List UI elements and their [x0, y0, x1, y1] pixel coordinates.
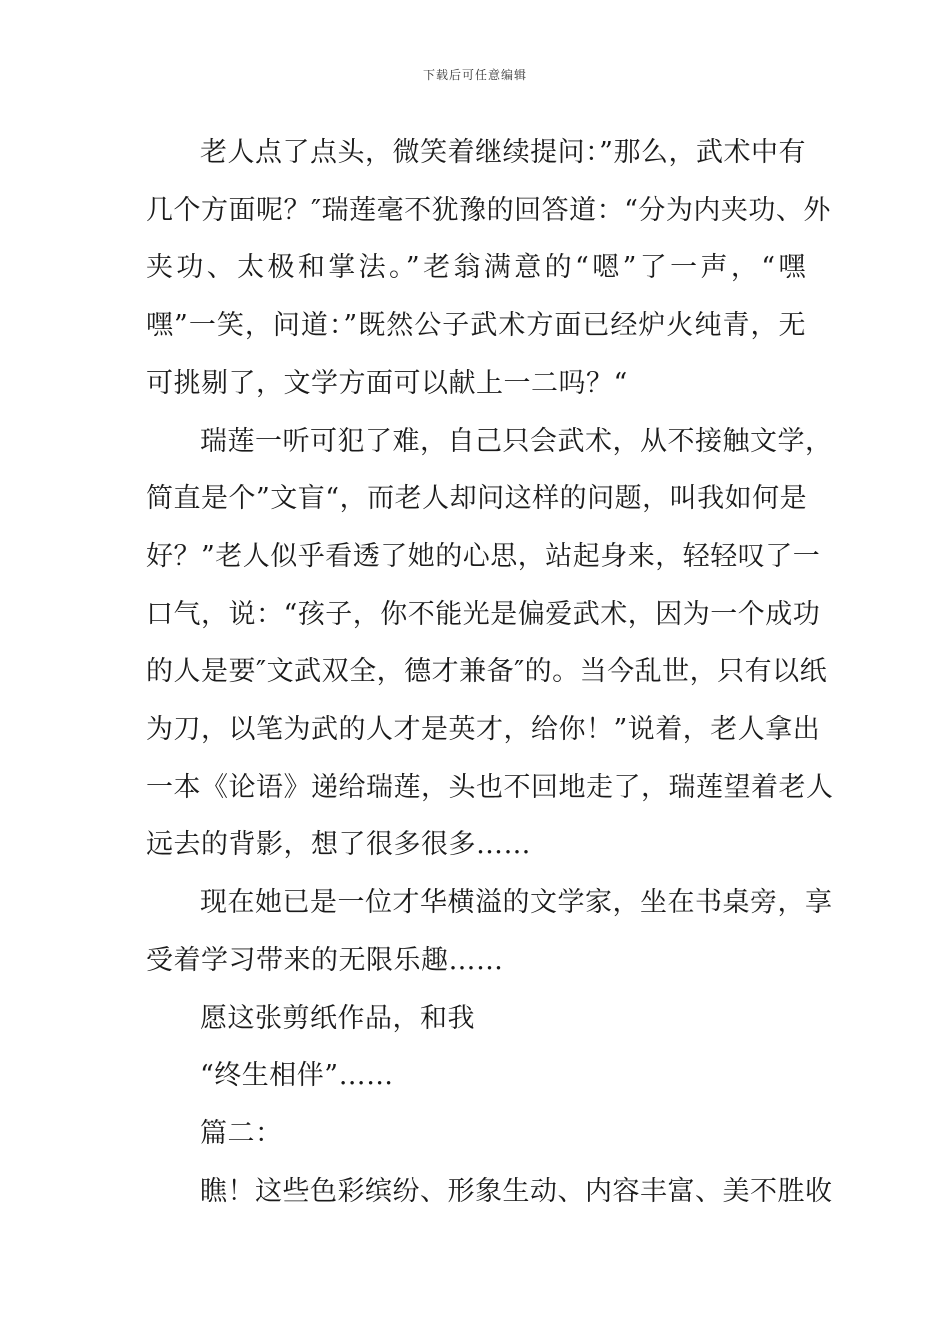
text-line: 口气，说：“孩子，你不能光是偏爱武术，因为一个成功	[146, 599, 821, 630]
text-line: 好？”老人似乎看透了她的心思，站起身来，轻轻叹了一	[146, 541, 821, 572]
text-line: 一本《论语》递给瑞莲，头也不回地走了，瑞莲望着老人	[146, 772, 834, 803]
text-line: 夹功、太极和掌法。”老翁满意的“嗯”了一声，“嘿	[146, 252, 806, 283]
text-line: 受着学习带来的无限乐趣……	[146, 945, 504, 976]
text-line: 可挑剔了，文学方面可以献上一二吗？“	[146, 368, 628, 399]
text-line: 为刀，以笔为武的人才是英才，给你！”说着，老人拿出	[146, 714, 821, 745]
text-line: 篇二：	[200, 1118, 283, 1149]
text-line: 简直是个”文盲“，而老人却问这样的问题，叫我如何是	[146, 483, 808, 514]
text-line: 嘿”一笑，问道：”既然公子武术方面已经炉火纯青，无	[146, 310, 806, 341]
text-line: 现在她已是一位才华横溢的文学家，坐在书桌旁，享	[200, 887, 833, 918]
text-line: “终生相伴”……	[200, 1060, 394, 1091]
page-header: 下载后可任意编辑	[422, 68, 527, 82]
text-line: 瞧！这些色彩缤纷、形象生动、内容丰富、美不胜收	[200, 1176, 833, 1207]
text-line: 老人点了点头，微笑着继续提问：”那么，武术中有	[200, 137, 806, 168]
text-line: 几个方面呢？″瑞莲毫不犹豫的回答道：“分为内夹功、外	[146, 195, 831, 226]
text-line: 的人是要″文武双全，德才兼备″的。当今乱世，只有以纸	[146, 656, 828, 687]
text-line: 远去的背影，想了很多很多……	[146, 829, 531, 860]
text-line: 愿这张剪纸作品，和我	[200, 1003, 475, 1034]
text-line: 瑞莲一听可犯了难，自己只会武术，从不接触文学，	[200, 426, 833, 457]
